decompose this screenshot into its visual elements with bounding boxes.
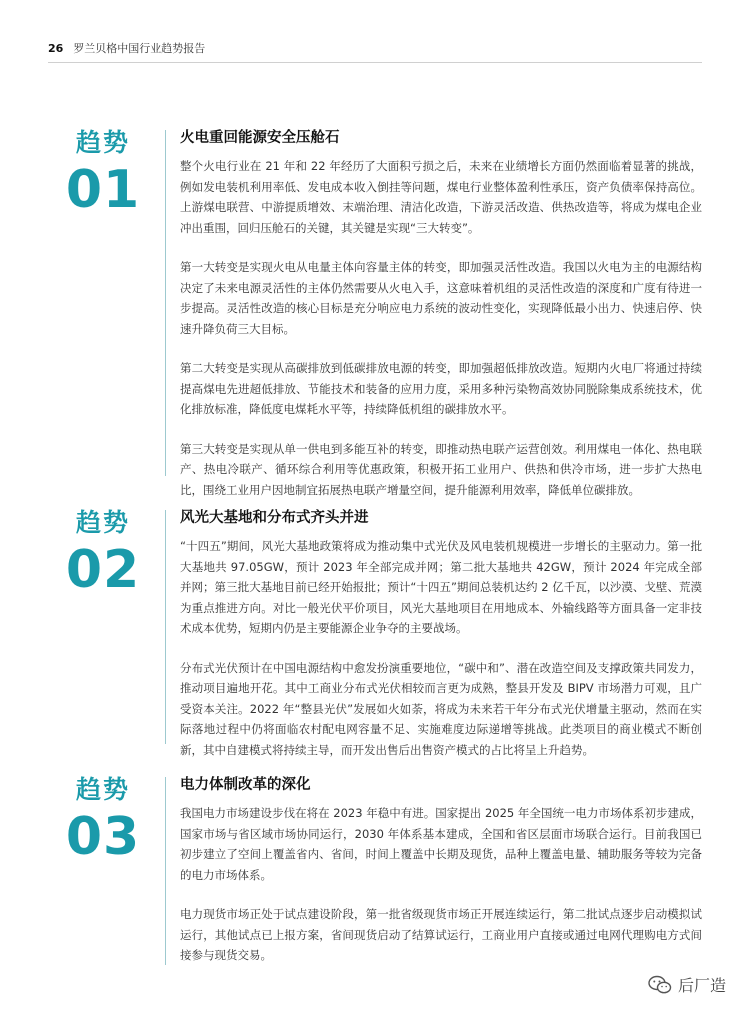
trend-word: 趋势	[75, 508, 130, 537]
paragraph: 第一大转变是实现火电从电量主体向容量主体的转变，即加强灵活性改造。我国以火电为主的电源结构决定了未来电源灵活性的主体仍然需要从火电入手，这意味着机组的灵活性改造的深度和广度有待进一步提高。灵活性改造的核心目标是充分响应电力系统的波动性变化，实现降低最小出力、快速启停、快速升降负荷三大目标。	[180, 260, 702, 336]
section-title: 风光大基地和分布式齐头并进	[180, 510, 369, 526]
page-header	[48, 40, 205, 56]
trend-content	[180, 508, 702, 779]
paragraph: 第三大转变是实现从单一供电到多能互补的转变，即推动热电联产运营创效。利用煤电一体化、热电联产、热电冷联产、循环综合利用等优惠政策，积极开拓工业用户、供热和供冷市场，进一步扩大热电比，围绕工业用户因地制宜拓展热电联产增量空间，提升能源利用效率，降低单位碳排放。	[180, 441, 702, 497]
section-title: 火电重回能源安全压舱石	[180, 130, 340, 146]
section-divider-line	[165, 777, 166, 965]
section-divider-line	[165, 130, 166, 476]
report-title: 罗兰贝格中国行业趋势报告	[73, 42, 206, 55]
trend-content	[180, 775, 702, 985]
paragraph: 整个火电行业在 21 年和 22 年经历了大面积亏损之后，未来在业绩增长方面仍然面临着显著的挑战，例如发电装机利用率低、发电成本收入倒挂等问题，煤电行业整体盈利性承压，资产负债率保持高位。上游煤电联营、中游提质增效、末端治理、清洁化改造，下游灵活改造、供热改造等，将成为煤电企业冲出重围，回归压舱石的关键，其关键是实现“三大转变”。	[180, 159, 702, 235]
section-title: 电力体制改革的深化	[180, 777, 311, 793]
watermark-text: 后厂造	[677, 976, 726, 995]
wechat-icon	[648, 975, 672, 995]
paragraph: 第二大转变是实现从高碳排放到低碳排放电源的转变，即加强超低排放改造。短期内火电厂将通过持续提高煤电先进超低排放、节能技术和装备的应用力度，采用多种污染物高效协同脱除集成系统技术，优化排放标准，降低度电煤耗水平等，持续降低机组的碳排放水平。	[180, 361, 702, 416]
trend-content	[180, 128, 702, 519]
page-number: 26	[48, 41, 64, 55]
trend-number: 03	[65, 807, 141, 867]
trend-word: 趋势	[75, 128, 130, 157]
header-divider	[48, 62, 702, 63]
trend-word: 趋势	[75, 775, 130, 804]
paragraph: “十四五”期间，风光大基地政策将成为推动集中式光伏及风电装机规模进一步增长的主驱动力。第一批大基地共 97.05GW，预计 2023 年全部完成并网；第二批大基地共 42GW，预计 2024 年完成全部并网；第三批大基地目前已经开始报批；预计“十四五”期间总装机达约 2 亿千瓦，以沙漠、戈壁、荒漠为重点推进方向。对比一般光伏平价项目，风光大基地项目在用地成本、外输线路等方面具备一定非技术成本优势，短期内仍是主要能源企业争夺的主要战场。	[180, 539, 702, 635]
trend-label	[48, 773, 158, 867]
paragraph: 我国电力市场建设步伐在将在 2023 年稳中有进。国家提出 2025 年全国统一电力市场体系初步建成，国家市场与省区域市场协同运行，2030 年体系基本建成，全国和省区层面市场联合运行。目前我国已初步建立了空间上覆盖省内、省间，时间上覆盖中长期及现货，品种上覆盖电量、辅助服务等较为完备的电力市场体系。	[180, 806, 702, 882]
trend-number: 02	[65, 540, 141, 600]
paragraph: 电力现货市场正处于试点建设阶段，第一批省级现货市场正开展连续运行，第二批试点逐步启动模拟试运行，其他试点已上报方案，省间现货启动了结算试运行，工商业用户直接或通过电网代理购电方式间接参与现货交易。	[180, 907, 702, 962]
section-divider-line	[165, 510, 166, 744]
paragraph: 分布式光伏预计在中国电源结构中愈发扮演重要地位，“碳中和”、潜在改造空间及支撑政策共同发力，推动项目遍地开花。其中工商业分布式光伏相较而言更为成熟，整县开发及 BIPV 市场潜力可观，且广受资本关注。2022 年“整县光伏”发展如火如荼，将成为未来若干年分布式光伏增量主驱动，然而在实际落地过程中仍将面临农村配电网容量不足、实施难度边际递增等挑战。此类项目的商业模式不断创新，其中自建模式将持续主导，而开发出售后出售资产模式的占比将呈上升趋势。	[180, 660, 702, 757]
trend-label	[48, 126, 158, 220]
trend-number: 01	[65, 160, 141, 220]
watermark	[648, 973, 726, 996]
trend-label	[48, 506, 158, 600]
